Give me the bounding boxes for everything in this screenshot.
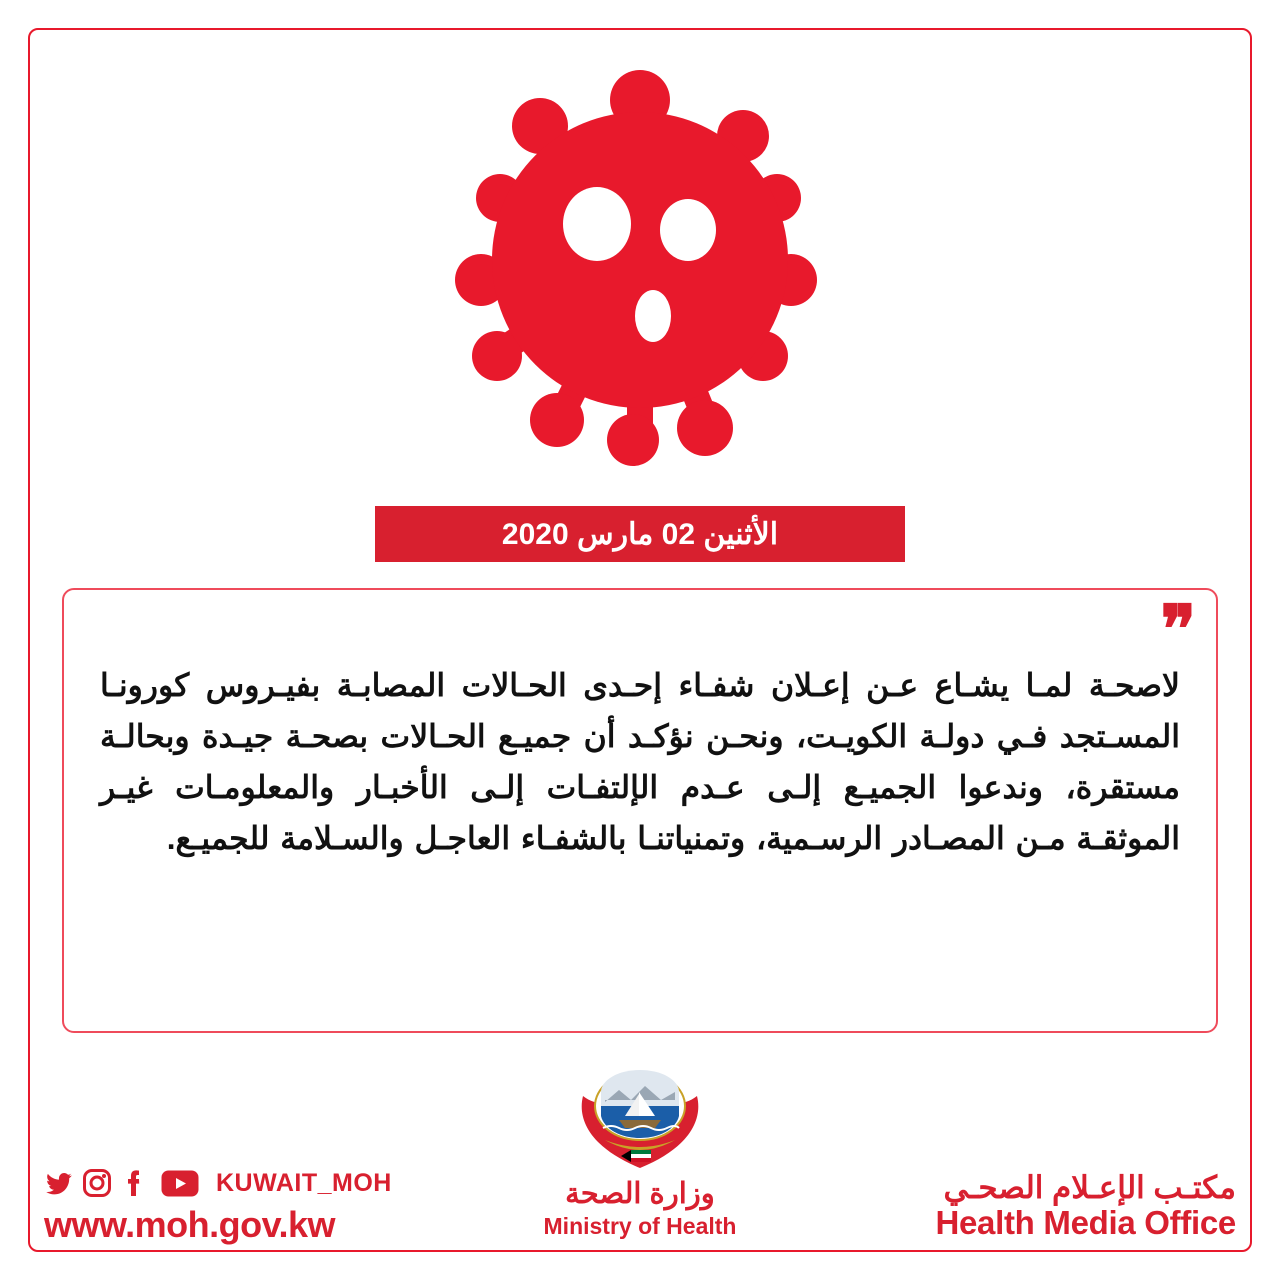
ministry-name <box>430 1178 850 1240</box>
health-media-office <box>935 1169 1236 1242</box>
office-name-arabic: مكتـب الإعـلام الصحـي <box>943 1169 1236 1205</box>
coronavirus-icon <box>405 48 875 478</box>
instagram-icon[interactable] <box>83 1169 111 1197</box>
twitter-icon[interactable] <box>44 1169 72 1197</box>
office-name-english: Health Media Office <box>935 1204 1236 1241</box>
youtube-icon[interactable] <box>161 1169 199 1197</box>
website-url[interactable]: www.moh.gov.kw <box>44 1204 336 1245</box>
ministry-name-english: Ministry of Health <box>543 1213 737 1239</box>
message-card <box>62 588 1218 1033</box>
virus-illustration <box>0 40 1280 485</box>
ministry-name-arabic: وزارة الصحة <box>565 1177 715 1210</box>
social-icons-row <box>44 1166 464 1200</box>
message-text: لاصحـة لمـا يشـاع عـن إعـلان شفـاء إحـدى الحـالات المصابـة بفيـروس كورونـا المسـتجد فـي دولـة الكويـت، ونحـن نؤكـد أن جميـع الحـالات بصحـة جيـدة وبحالـة مستقرة، وندعوا الجميـع إلـى عـدم الإلتفـات إلـى الأخبـار والمعلومـات غيـر الموثقـة مـن المصـادر الرسـمية، وتمنياتنـا بالشفـاء العاجـل والسـلامة للجميـع. <box>100 666 1180 856</box>
date-text: الأثنين 02 مارس 2020 <box>501 517 779 551</box>
social-block <box>44 1166 464 1246</box>
footer <box>0 1152 1280 1262</box>
facebook-icon[interactable] <box>122 1169 150 1197</box>
social-handle: KUWAIT_MOH <box>216 1168 392 1197</box>
quote-mark-icon: ❞ <box>1160 594 1196 667</box>
date-banner <box>375 506 905 562</box>
